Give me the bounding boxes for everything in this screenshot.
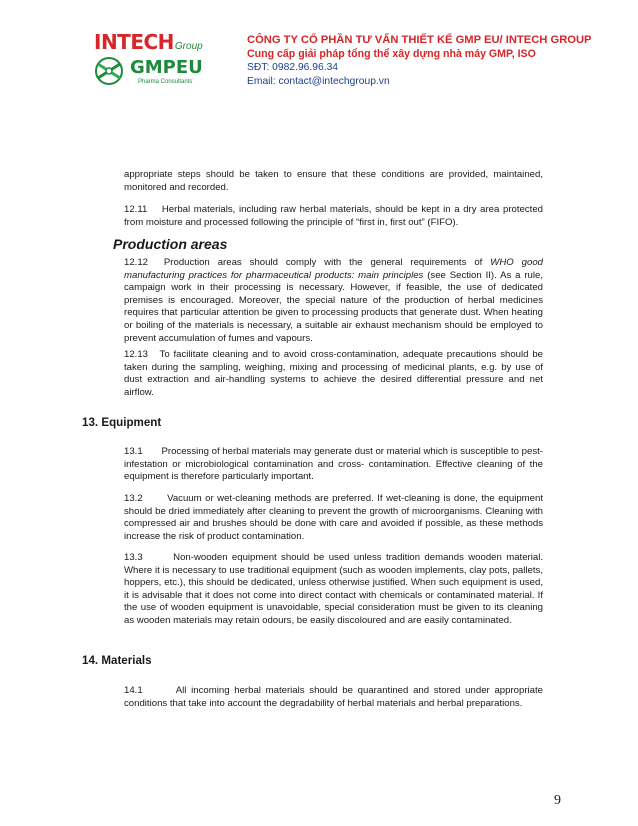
- intech-logo-text: INTECH: [94, 30, 174, 54]
- clause-text: All incoming herbal materials should be quarantined and stored under appropriate conditions that take into account the degradability of herbal materials and herbal preparations.: [124, 685, 543, 709]
- clause-number: 12.13: [124, 349, 149, 360]
- company-tagline: Cung cấp giải pháp tổng thể xây dựng nhà máy GMP, ISO: [247, 48, 536, 60]
- gmpeu-leaf-icon: [92, 56, 126, 86]
- section-14-heading: 14. Materials: [82, 654, 152, 667]
- letterhead: [0, 0, 638, 110]
- section-13-heading: 13. Equipment: [82, 416, 162, 429]
- clause-text: Herbal materials, including raw herbal materials, should be kept in a dry area protected from moisture and processed following the principle of “first in, first out” (FIFO).: [124, 204, 543, 228]
- clause-number: 14.1: [124, 685, 143, 696]
- clause-text: To facilitate cleaning and to avoid cross-contamination, adequate precautions should be taken during the sampling, weighing, mixing and processing of medicinal plants, e.g. by use of dust extraction and air-handling systems to achieve the desired differential pressure and net airflow.: [124, 349, 543, 398]
- intech-logo-group: Group: [174, 41, 203, 52]
- production-areas-heading: Production areas: [113, 236, 228, 252]
- clause-text: Processing of herbal materials may generate dust or material which is susceptible to pest-infestation or microbiological contamination and cross- contamination. Effective cleaning of the equipment is therefore particularly important.: [124, 446, 543, 483]
- paragraph-13-1: [124, 446, 543, 484]
- clause-text: Vacuum or wet-cleaning methods are preferred. If wet-cleaning is done, the equipment should be dried immediately after cleaning to prevent the growth of microorganisms. Cleaning with compressed air and brushes should be done with care and avoided if possible, as these methods increase the risk of product contamination.: [124, 493, 543, 542]
- paragraph-12-12: [124, 257, 543, 345]
- gmpeu-logo-text: GMPEU: [130, 57, 203, 78]
- gmpeu-logo: [92, 56, 212, 88]
- clause-number: 13.3: [124, 552, 143, 563]
- company-name: CÔNG TY CỔ PHẦN TƯ VẤN THIẾT KẾ GMP EU/ INTECH GROUP: [247, 34, 592, 46]
- page-number: 9: [554, 793, 561, 808]
- clause-number: 13.1: [124, 446, 143, 457]
- paragraph-continuation: appropriate steps should be taken to ensure that these conditions are provided, maintained, monitored and recorded.: [124, 169, 543, 193]
- paragraph-12-11: [124, 204, 543, 229]
- clause-text-after: (see Section II). As a rule, campaign work in their processing is necessary. However, if feasible, the use of dedicated premises is encouraged. Moreover, the special nature of the production of herbal medicines requires that particular attention be given to processing products that generate dust. When heating or boiling of the materials is necessary, a suitable air exhaust mechanism should be employed to prevent accumulation of fumes and vapours.: [124, 269, 544, 344]
- intech-logo: [94, 30, 203, 54]
- clause-number: 12.11: [124, 204, 148, 215]
- clause-number: 12.12: [124, 257, 149, 268]
- clause-text: Non-wooden equipment should be used unless tradition demands wooden material. Where it is necessary to use traditional equipment (such as wooden implements, clay pots, pallets, hoppers, etc.), this should be dedicated, unless otherwise justified. When such equipment is used, it is advisable that it does not come into direct contact with chemicals or contaminated material. If the use of wooden equipment is unavoidable, special consideration must be given to its cleaning as wooden materials may retain odours, be easily discoloured and are easily contaminated.: [124, 552, 543, 626]
- paragraph-13-2: [124, 493, 543, 543]
- gmpeu-logo-subtitle: Pharma Consultants: [138, 79, 193, 85]
- company-phone: SĐT: 0982.96.96.34: [247, 62, 339, 73]
- company-info: [247, 33, 592, 89]
- paragraph-14-1: [124, 685, 543, 710]
- clause-number: 13.2: [124, 493, 143, 504]
- clause-text-before: Production areas should comply with the general requirements of: [163, 257, 491, 268]
- paragraph-12-13: [124, 349, 543, 399]
- company-email: Email: contact@intechgroup.vn: [247, 76, 390, 87]
- paragraph-13-3: [124, 552, 543, 628]
- clause-text-italic: WHO good manufacturing practices for pharmaceutical products: main principles: [124, 257, 543, 281]
